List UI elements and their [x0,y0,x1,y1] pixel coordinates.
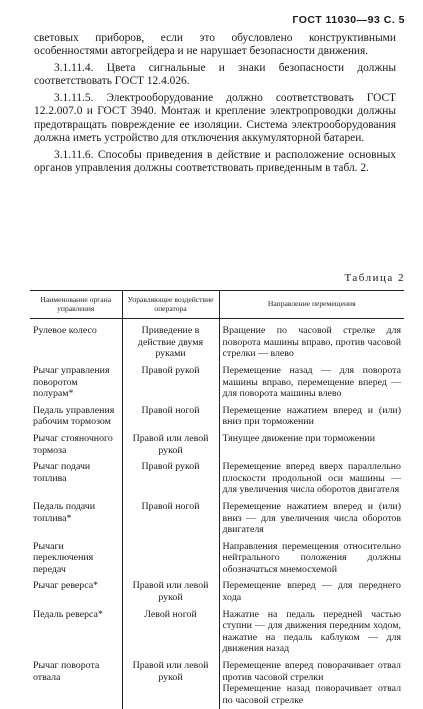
table-row [30,363,404,403]
movement-direction-cell: Вращение по часовой стрелке для поворота машины вправо, против часовой стрелки — влево [219,319,404,363]
control-name-cell: Рулевое колесо [33,325,97,337]
operator-action-cell: Правой рукой [122,363,219,403]
operator-action-cell: Правой или левой рукой [122,658,219,709]
operator-action-cell: Правой ногой [122,499,219,539]
operator-action-cell: Правой рукой [122,459,219,499]
table-row [30,319,404,363]
control-name-cell: Рычаг поворота отвала [33,660,100,683]
movement-direction-cell: Тянущее движение при торможении [219,431,404,459]
table-label: Таблица 2 [344,272,405,284]
table-row [30,658,404,709]
controls-table [30,290,404,709]
control-name-cell: Педаль подачи топлива* [33,500,95,524]
movement-direction-cell: Перемещение вперед вверх параллельно плоскости продольной оси машины — для увеличения числа оборотов двигателя [219,459,404,499]
table-row [30,459,404,499]
paragraph: 3.1.11.5. Электрооборудование должно соответствовать ГОСТ 12.2.007.0 и ГОСТ 3940. Монтаж и крепление электропроводки должны предотвращать повреждение ее изоляции. Система электрооборудования должна иметь устройство для отключения аккумуляторной батареи. [34,92,396,144]
operator-action-cell: Приведение в действие двумя руками [122,319,219,363]
movement-direction-cell: Перемещение нажатием вперед и (или) вниз — для увеличения числа оборотов двигателя [219,499,404,539]
control-name-cell: Рычаг управления поворотом полурам* [33,364,110,400]
table-header-row [30,291,404,319]
control-name-cell: Рычаг подачи топлива [33,461,91,484]
operator-action-cell [122,539,219,579]
column-header: Направление перемещения [219,291,404,319]
movement-direction-cell: Перемещение вперед поворачивает отвал против часовой стрелки Перемещение назад поворачивает отвал по часовой стрелке [219,658,404,709]
page-header: ГОСТ 11030—93 С. 5 [292,14,405,26]
table-row [30,578,404,606]
control-name-cell: Рычаги переключения передач [33,540,94,575]
control-name-cell: Педаль управления рабочим тормозом [33,404,115,428]
paragraph: 3.1.11.4. Цвета сигнальные и знаки безопасности должны соответствовать ГОСТ 12.4.026. [34,62,396,88]
paragraph: световых приборов, если это обусловлено конструктивными особенностями автогрейдера и не нарушает безопасности движения. [34,32,396,58]
operator-action-cell: Левой ногой [122,607,219,658]
table-row [30,607,404,658]
table-row [30,499,404,539]
movement-direction-cell: Нажатие на педаль передней частью ступни — для движения передним ходом, нажатие на педаль каблуком — для движения назад [219,607,404,658]
table-body [30,319,404,709]
paragraph: 3.1.11.6. Способы приведения в действие и расположение основных органов управления должны соответствовать приведенным в табл. 2. [34,148,396,174]
movement-direction-cell: Перемещение вперед — для переднего хода [219,578,404,606]
control-name-cell: Рычаг реверса* [33,580,99,592]
control-name-cell: Педаль реверса* [33,608,103,620]
table-row [30,539,404,579]
movement-direction-cell: Перемещение нажатием вперед и (или) вниз при торможении [219,403,404,431]
column-header: Управляющее воздействие оператора [122,291,219,319]
table-row [30,431,404,459]
column-header: Наименование органа управления [30,291,122,319]
table-row [30,403,404,431]
operator-action-cell: Правой ногой [122,403,219,431]
body-text [34,32,396,175]
movement-direction-cell: Направления перемещения относительно нейтрального положения должны обозначаться мнемосхемой [219,539,404,579]
control-name-cell: Рычаг стояночного тормоза [33,432,113,456]
operator-action-cell: Правой или левой рукой [122,578,219,606]
movement-direction-cell: Перемещение назад — для поворота машины вправо, перемещение вперед — для поворота машины влево [219,363,404,403]
operator-action-cell: Правой или левой рукой [122,431,219,459]
